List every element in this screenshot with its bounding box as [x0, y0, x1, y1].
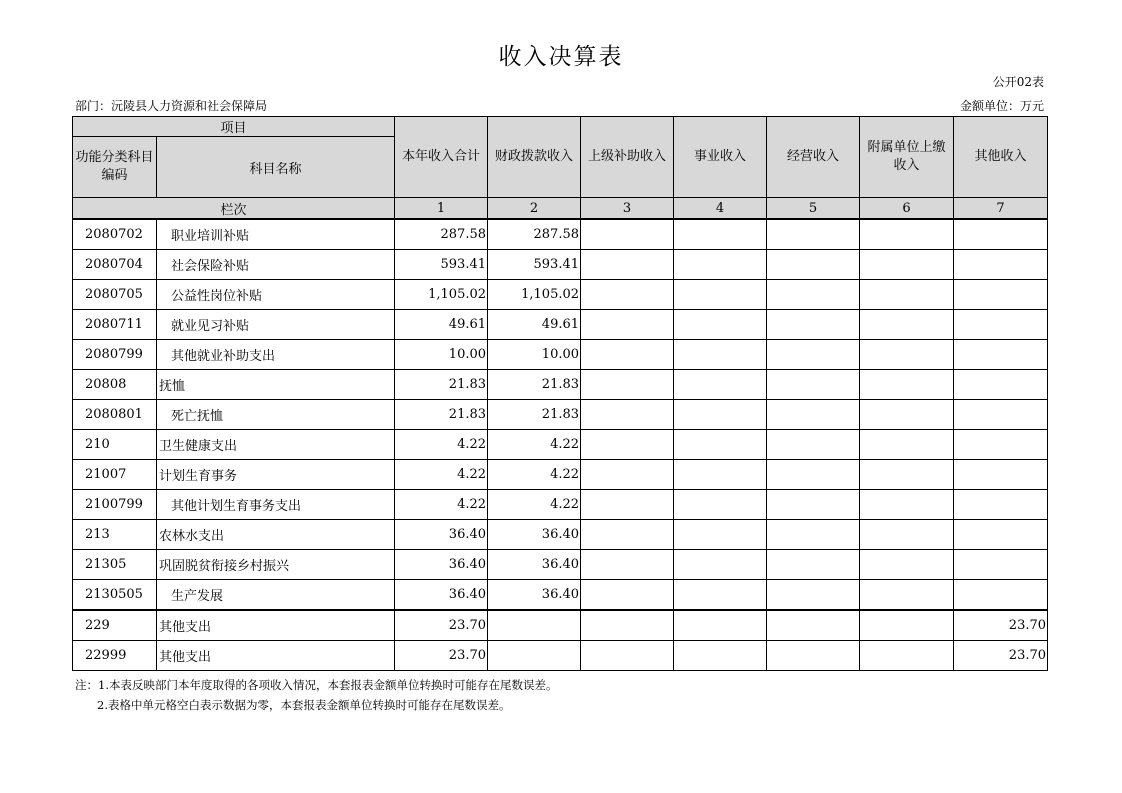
row-code: 2080711 — [73, 310, 157, 340]
cell-business — [674, 340, 767, 370]
header-other: 其他收入 — [954, 117, 1048, 198]
cell-operating — [767, 550, 860, 580]
header-fiscal: 财政拨款收入 — [488, 117, 581, 198]
row-name: 其他支出 — [157, 610, 395, 641]
row-code: 20808 — [73, 370, 157, 400]
cell-fiscal: 1,105.02 — [488, 280, 581, 310]
cell-other — [954, 460, 1048, 490]
cell-business — [674, 400, 767, 430]
table-row — [73, 370, 1048, 400]
table-row — [73, 610, 1048, 641]
row-code: 2080704 — [73, 250, 157, 280]
cell-other — [954, 340, 1048, 370]
row-name: 农林水支出 — [157, 520, 395, 550]
cell-other — [954, 580, 1048, 611]
cell-fiscal: 593.41 — [488, 250, 581, 280]
cell-other — [954, 219, 1048, 250]
col-number: 5 — [767, 198, 860, 220]
table-row — [73, 219, 1048, 250]
table-row — [73, 550, 1048, 580]
cell-other — [954, 250, 1048, 280]
header-code: 功能分类科目编码 — [73, 137, 157, 198]
cell-superior — [581, 550, 674, 580]
col-number: 3 — [581, 198, 674, 220]
cell-operating — [767, 610, 860, 641]
row-code: 2080801 — [73, 400, 157, 430]
cell-business — [674, 460, 767, 490]
row-name: 其他计划生育事务支出 — [157, 490, 395, 520]
cell-total: 4.22 — [395, 490, 488, 520]
cell-business — [674, 490, 767, 520]
cell-affiliated — [860, 400, 954, 430]
table-row — [73, 430, 1048, 460]
cell-other — [954, 520, 1048, 550]
income-table — [72, 116, 1048, 671]
row-name: 计划生育事务 — [157, 460, 395, 490]
row-name: 其他就业补助支出 — [157, 340, 395, 370]
cell-fiscal: 4.22 — [488, 460, 581, 490]
cell-other — [954, 400, 1048, 430]
cell-fiscal: 4.22 — [488, 490, 581, 520]
note-1: 注：1.本表反映部门本年度取得的各项收入情况，本套报表金额单位转换时可能存在尾数误差。 — [75, 678, 558, 692]
cell-fiscal: 21.83 — [488, 400, 581, 430]
cell-affiliated — [860, 280, 954, 310]
table-row — [73, 490, 1048, 520]
cell-affiliated — [860, 340, 954, 370]
row-code: 2080705 — [73, 280, 157, 310]
cell-operating — [767, 340, 860, 370]
col-number: 6 — [860, 198, 954, 220]
row-name: 抚恤 — [157, 370, 395, 400]
cell-fiscal: 49.61 — [488, 310, 581, 340]
cell-operating — [767, 641, 860, 671]
cell-superior — [581, 580, 674, 611]
row-code: 2080799 — [73, 340, 157, 370]
cell-other: 23.70 — [954, 641, 1048, 671]
cell-fiscal: 4.22 — [488, 430, 581, 460]
cell-operating — [767, 400, 860, 430]
cell-total: 23.70 — [395, 610, 488, 641]
form-number: 公开02表 — [992, 75, 1044, 89]
cell-affiliated — [860, 430, 954, 460]
cell-other — [954, 430, 1048, 460]
cell-other: 23.70 — [954, 610, 1048, 641]
cell-business — [674, 550, 767, 580]
cell-other — [954, 280, 1048, 310]
header-affiliated: 附属单位上缴收入 — [860, 117, 954, 198]
row-code: 21007 — [73, 460, 157, 490]
cell-superior — [581, 310, 674, 340]
cell-total: 36.40 — [395, 520, 488, 550]
row-code: 21305 — [73, 550, 157, 580]
page-title: 收入决算表 — [498, 44, 624, 70]
table-row — [73, 641, 1048, 671]
cell-total: 1,105.02 — [395, 280, 488, 310]
row-name: 职业培训补贴 — [157, 219, 395, 250]
row-name: 巩固脱贫衔接乡村振兴 — [157, 550, 395, 580]
cell-business — [674, 641, 767, 671]
row-code: 229 — [73, 610, 157, 641]
header-name: 科目名称 — [157, 137, 395, 198]
unit-label: 金额单位：万元 — [959, 99, 1044, 113]
cell-superior — [581, 520, 674, 550]
cell-operating — [767, 490, 860, 520]
table-row — [73, 250, 1048, 280]
col-number: 1 — [395, 198, 488, 220]
cell-total: 10.00 — [395, 340, 488, 370]
row-code: 2100799 — [73, 490, 157, 520]
row-name: 生产发展 — [157, 580, 395, 611]
cell-other — [954, 370, 1048, 400]
cell-superior — [581, 370, 674, 400]
table-row — [73, 340, 1048, 370]
cell-superior — [581, 400, 674, 430]
cell-superior — [581, 490, 674, 520]
row-name: 其他支出 — [157, 641, 395, 671]
cell-total: 23.70 — [395, 641, 488, 671]
header-business: 事业收入 — [674, 117, 767, 198]
cell-operating — [767, 219, 860, 250]
cell-other — [954, 310, 1048, 340]
cell-affiliated — [860, 520, 954, 550]
cell-business — [674, 250, 767, 280]
cell-total: 21.83 — [395, 400, 488, 430]
row-code: 213 — [73, 520, 157, 550]
cell-superior — [581, 250, 674, 280]
cell-affiliated — [860, 641, 954, 671]
cell-affiliated — [860, 580, 954, 611]
cell-affiliated — [860, 610, 954, 641]
table-row — [73, 280, 1048, 310]
cell-affiliated — [860, 550, 954, 580]
cell-affiliated — [860, 219, 954, 250]
table-row — [73, 310, 1048, 340]
cell-fiscal — [488, 610, 581, 641]
cell-affiliated — [860, 490, 954, 520]
cell-fiscal: 36.40 — [488, 550, 581, 580]
cell-total: 4.22 — [395, 460, 488, 490]
cell-total: 36.40 — [395, 580, 488, 611]
cell-affiliated — [860, 310, 954, 340]
row-code: 2080702 — [73, 219, 157, 250]
cell-total: 287.58 — [395, 219, 488, 250]
table-row — [73, 580, 1048, 611]
row-name: 就业见习补贴 — [157, 310, 395, 340]
cell-operating — [767, 430, 860, 460]
cell-business — [674, 610, 767, 641]
table-row — [73, 520, 1048, 550]
header-total: 本年收入合计 — [395, 117, 488, 198]
col-number: 7 — [954, 198, 1048, 220]
row-code: 22999 — [73, 641, 157, 671]
row-name: 卫生健康支出 — [157, 430, 395, 460]
cell-operating — [767, 250, 860, 280]
cell-superior — [581, 641, 674, 671]
cell-affiliated — [860, 250, 954, 280]
cell-fiscal: 36.40 — [488, 520, 581, 550]
cell-business — [674, 219, 767, 250]
row-code: 210 — [73, 430, 157, 460]
cell-superior — [581, 340, 674, 370]
cell-total: 21.83 — [395, 370, 488, 400]
cell-superior — [581, 610, 674, 641]
cell-affiliated — [860, 370, 954, 400]
header-operating: 经营收入 — [767, 117, 860, 198]
cell-business — [674, 280, 767, 310]
cell-superior — [581, 280, 674, 310]
row-name: 死亡抚恤 — [157, 400, 395, 430]
cell-superior — [581, 460, 674, 490]
cell-other — [954, 550, 1048, 580]
cell-superior — [581, 219, 674, 250]
cell-total: 49.61 — [395, 310, 488, 340]
header-row-label: 栏次 — [73, 198, 395, 220]
cell-operating — [767, 460, 860, 490]
cell-operating — [767, 370, 860, 400]
cell-fiscal — [488, 641, 581, 671]
cell-operating — [767, 280, 860, 310]
cell-operating — [767, 520, 860, 550]
cell-business — [674, 430, 767, 460]
cell-total: 593.41 — [395, 250, 488, 280]
cell-fiscal: 10.00 — [488, 340, 581, 370]
header-item-group: 项目 — [73, 117, 395, 137]
table-row — [73, 460, 1048, 490]
col-number: 2 — [488, 198, 581, 220]
table-row — [73, 400, 1048, 430]
cell-operating — [767, 580, 860, 611]
cell-fiscal: 36.40 — [488, 580, 581, 611]
col-number: 4 — [674, 198, 767, 220]
cell-affiliated — [860, 460, 954, 490]
cell-total: 36.40 — [395, 550, 488, 580]
cell-total: 4.22 — [395, 430, 488, 460]
cell-fiscal: 21.83 — [488, 370, 581, 400]
department-label: 部门：沅陵县人力资源和社会保障局 — [75, 99, 268, 113]
cell-business — [674, 520, 767, 550]
note-2: 2.表格中单元格空白表示数据为零，本套报表金额单位转换时可能存在尾数误差。 — [97, 698, 511, 712]
row-name: 社会保险补贴 — [157, 250, 395, 280]
cell-business — [674, 580, 767, 611]
header-superior: 上级补助收入 — [581, 117, 674, 198]
cell-business — [674, 370, 767, 400]
cell-operating — [767, 310, 860, 340]
cell-fiscal: 287.58 — [488, 219, 581, 250]
cell-other — [954, 490, 1048, 520]
row-name: 公益性岗位补贴 — [157, 280, 395, 310]
cell-business — [674, 310, 767, 340]
row-code: 2130505 — [73, 580, 157, 611]
cell-superior — [581, 430, 674, 460]
